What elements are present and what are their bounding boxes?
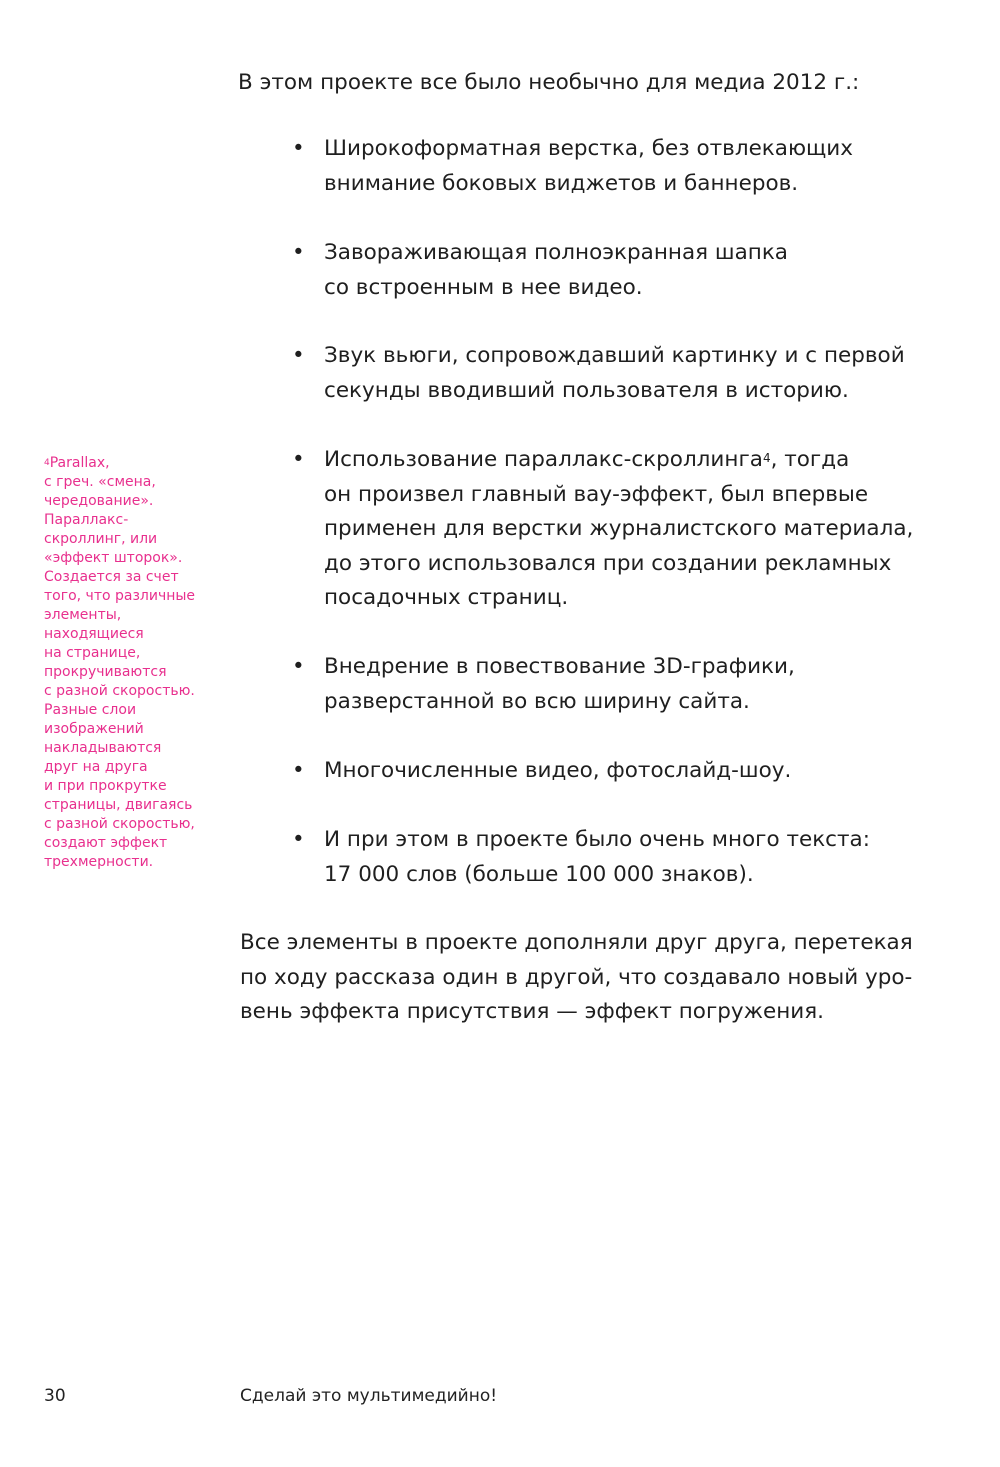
list-item-line: Многочисленные видео, фотослайд-шоу. (324, 758, 792, 783)
conclusion-paragraph (240, 926, 940, 1030)
list-item-line: Широкоформатная верстка, без отвлекающих (324, 136, 854, 161)
list-item-line: внимание боковых виджетов и баннеров. (324, 170, 799, 196)
list-item-line: Завораживающая полноэкранная шапка (324, 240, 788, 265)
bullet-icon: • (292, 136, 305, 161)
list-item-line: Внедрение в повествование 3D-графики, (324, 654, 795, 679)
list-item-line: Использование параллакс-скроллинга$^4$, тогда (324, 447, 850, 472)
page-number: 30 (44, 1386, 66, 1406)
bullet-icon: • (292, 343, 305, 368)
paragraph-line: по ходу рассказа один в другой, что создавало новый уро- (240, 964, 913, 990)
bullet-icon: • (292, 827, 305, 852)
margin-footnote: $^4$Parallax, с греч. «смена, чередование». Параллакс- скроллинг, или «эффект шторок». Создается за счет того, что различные элементы, находящиеся на странице, прокручиваются с разной скоростью. Разные слои изображений накладываются друг на друга и при прокрутке страницы, двигаясь с разной скоростью, создают эффект трехмерности. (44, 455, 196, 870)
list-item-line: Звук вьюги, сопровождавший картинку и с первой (324, 343, 905, 368)
list-item-line: И при этом в проекте было очень много текста: (324, 827, 870, 852)
list-item-line: секунды вводивший пользователя в историю. (324, 377, 849, 403)
list-item-line: применен для верстки журналистского материала, (324, 516, 914, 541)
footnote-number: 4 (44, 458, 50, 468)
intro-paragraph: В этом проекте все было необычно для медиа 2012 г.: (238, 70, 860, 95)
bullet-icon: • (292, 654, 305, 679)
paragraph-line: вень эффекта присутствия — эффект погружения. (240, 999, 825, 1024)
running-footer-title: Сделай это мультимедийно! (240, 1386, 498, 1406)
list-item-line: до этого использовался при создании рекламных (324, 550, 892, 576)
paragraph-line: Все элементы в проекте дополняли друг друга, перетекая (240, 930, 913, 955)
list-item-line: он произвел главный вау-эффект, был впервые (324, 481, 869, 507)
list-item-line: со встроенным в нее видео. (324, 274, 643, 300)
list-item-line: посадочных страниц. (324, 585, 569, 610)
bullet-icon: • (292, 447, 305, 472)
list-item-line: 17 000 слов (больше 100 000 знаков). (324, 861, 754, 887)
bullet-icon: • (292, 240, 305, 265)
bullet-icon: • (292, 758, 305, 783)
footnote-ref: 4 (762, 451, 771, 465)
list-item-line: разверстанной во всю ширину сайта. (324, 688, 750, 714)
